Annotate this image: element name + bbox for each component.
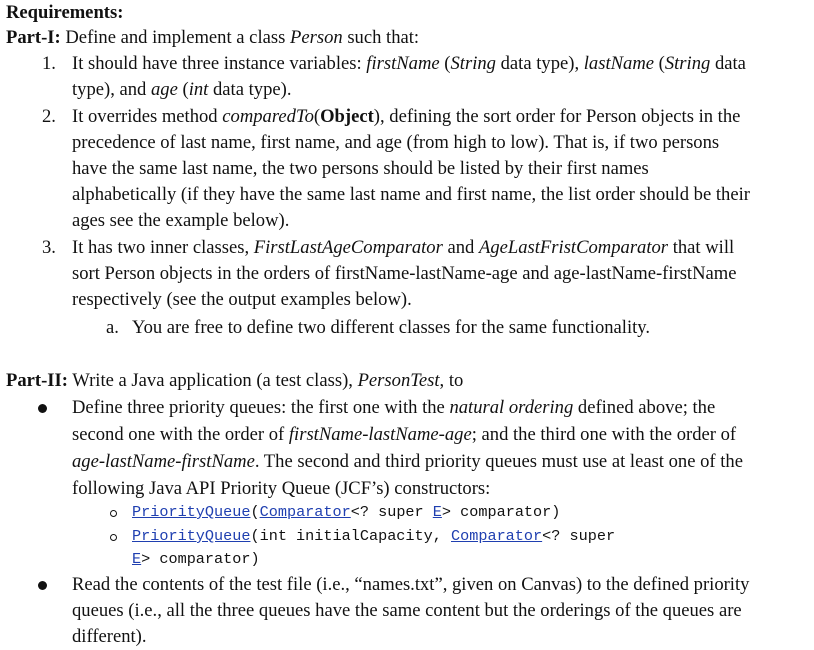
bullet2-line3: different). bbox=[72, 626, 147, 647]
e-link-2[interactable]: E bbox=[132, 550, 142, 568]
bullet1-line2: second one with the order of firstName-lastName-age; and the third one with the order of bbox=[72, 424, 737, 445]
bullet1-line3: age-lastName-firstName. The second and third priority queues must use at least one of the bbox=[72, 451, 743, 472]
item3-line3: respectively (see the output examples below). bbox=[72, 289, 412, 310]
item1-number: 1. bbox=[42, 53, 56, 74]
item2-line4: alphabetically (if they have the same last name and first name, the list order should be their bbox=[72, 184, 750, 205]
item2-line2: precedence of last name, first name, and age (from high to low). That is, if two persons bbox=[72, 132, 720, 153]
part2-intro: Part-II: Write a Java application (a test class), PersonTest, to bbox=[6, 370, 464, 391]
item1-line1: It should have three instance variables: firstName (String data type), lastName (String data bbox=[72, 53, 746, 74]
item2-line3: have the same last name, the two persons should be listed by their first names bbox=[72, 158, 649, 179]
e-link-1[interactable]: E bbox=[432, 503, 442, 521]
item3a-text: You are free to define two different classes for the same functionality. bbox=[132, 317, 651, 338]
part2-label: Part-II: bbox=[6, 370, 68, 391]
item2-line5: ages see the example below). bbox=[72, 210, 290, 231]
bullet1-dot bbox=[38, 404, 47, 413]
code-line-2: PriorityQueue(int initialCapacity, Comparator<? super bbox=[132, 527, 616, 545]
item3-number: 3. bbox=[42, 237, 56, 258]
comparator-link-1[interactable]: Comparator bbox=[259, 503, 351, 521]
sub-bullet-circle-2 bbox=[110, 534, 117, 541]
item1-line2: type), and age (int data type). bbox=[72, 79, 292, 100]
part1-intro: Part-I: Define and implement a class Person such that: bbox=[6, 27, 420, 48]
requirements-heading: Requirements: bbox=[6, 2, 124, 23]
bullet1-line1: Define three priority queues: the first one with the natural ordering defined above; the bbox=[72, 397, 716, 418]
item3-line2: sort Person objects in the orders of firstName-lastName-age and age-lastName-firstName bbox=[72, 263, 737, 284]
comparator-link-2[interactable]: Comparator bbox=[451, 527, 543, 545]
priorityqueue-link-1[interactable]: PriorityQueue bbox=[132, 503, 251, 521]
item2-number: 2. bbox=[42, 106, 56, 127]
bullet2-line2: queues (i.e., all the three queues have the same content but the orderings of the queues are bbox=[72, 600, 742, 621]
item3a-number: a. bbox=[106, 317, 119, 338]
bullet2-dot bbox=[38, 581, 47, 590]
priorityqueue-link-2[interactable]: PriorityQueue bbox=[132, 527, 251, 545]
bullet1-line4: following Java API Priority Queue (JCF’s) constructors: bbox=[72, 478, 491, 499]
code-line-1: PriorityQueue(Comparator<? super E> comparator) bbox=[132, 503, 561, 521]
bullet2-line1: Read the contents of the test file (i.e., “names.txt”, given on Canvas) to the defined priority bbox=[72, 574, 750, 595]
item2-line1: It overrides method comparedTo(Object), defining the sort order for Person objects in the bbox=[72, 106, 741, 127]
item3-line1: It has two inner classes, FirstLastAgeComparator and AgeLastFristComparator that will bbox=[72, 237, 735, 258]
sub-bullet-circle-1 bbox=[110, 510, 117, 517]
part1-label: Part-I: bbox=[6, 27, 61, 48]
code-line-2-cont: E> comparator) bbox=[132, 550, 260, 568]
